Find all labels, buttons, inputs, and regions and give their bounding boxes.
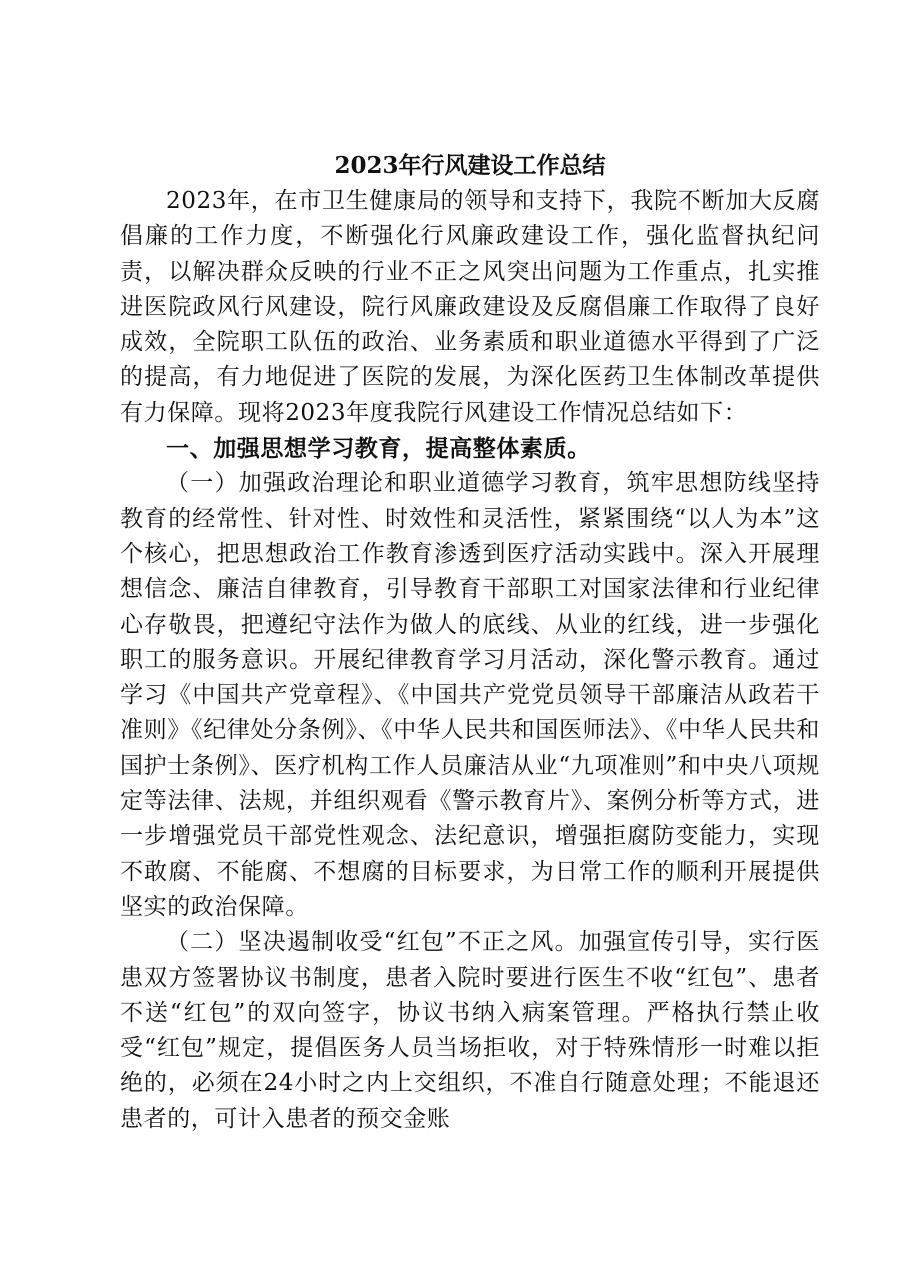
- document-body: [120, 148, 820, 1137]
- section-heading-1: 一、加强思想学习教育，提高整体素质。: [166, 435, 591, 463]
- document-title: 2023年行风建设工作总结: [334, 152, 606, 179]
- subsection-paragraph-1: （一）加强政治理论和职业道德学习教育，筑牢思想防线坚持教育的经常性、针对性、时效性和灵活性，紧紧围绕“以人为本”这个核心，把思想政治工作教育渗透到医疗活动实践中。深入开展理想信念、廉洁自律教育，引导教育干部职工对国家法律和行业纪律心存敬畏，把遵纪守法作为做人的底线、从业的红线，进一步强化职工的服务意识。开展纪律教育学习月活动，深化警示教育。通过学习《中国共产党章程》、《中国共产党党员领导干部廉洁从政若干准则》《纪律处分条例》、《中华人民共和国医师法》、《中华人民共和国护士条例》、医疗机构工作人员廉洁从业“九项准则”和中央八项规定等法律、法规，并组织观看《警示教育片》、案例分析等方式，进一步增强党员干部党性观念、法纪意识，增强拒腐防变能力，实现不敢腐、不能腐、不想腐的目标要求，为日常工作的顺利开展提供坚实的政治保障。: [120, 470, 820, 920]
- subsection-paragraph-2: （二）坚决遏制收受“红包”不正之风。加强宣传引导，实行医患双方签署协议书制度，患者入院时要进行医生不收“红包”、患者不送“红包”的双向签字，协议书纳入病案管理。严格执行禁止收受“红包”规定，提倡医务人员当场拒收，对于特殊情形一时难以拒绝的，必须在24小时之内上交组织，不准自行随意处理；不能退还患者的，可计入患者的预交金账: [120, 929, 820, 1132]
- intro-paragraph: 2023年，在市卫生健康局的领导和支持下，我院不断加大反腐倡廉的工作力度，不断强化行风廉政建设工作，强化监督执纪问责，以解决群众反映的行业不正之风突出问题为工作重点，扎实推进医院政风行风建设，院行风廉政建设及反腐倡廉工作取得了良好成效，全院职工队伍的政治、业务素质和职业道德水平得到了广泛的提高，有力地促进了医院的发展，为深化医药卫生体制改革提供有力保障。现将2023年度我院行风建设工作情况总结如下：: [120, 188, 820, 426]
